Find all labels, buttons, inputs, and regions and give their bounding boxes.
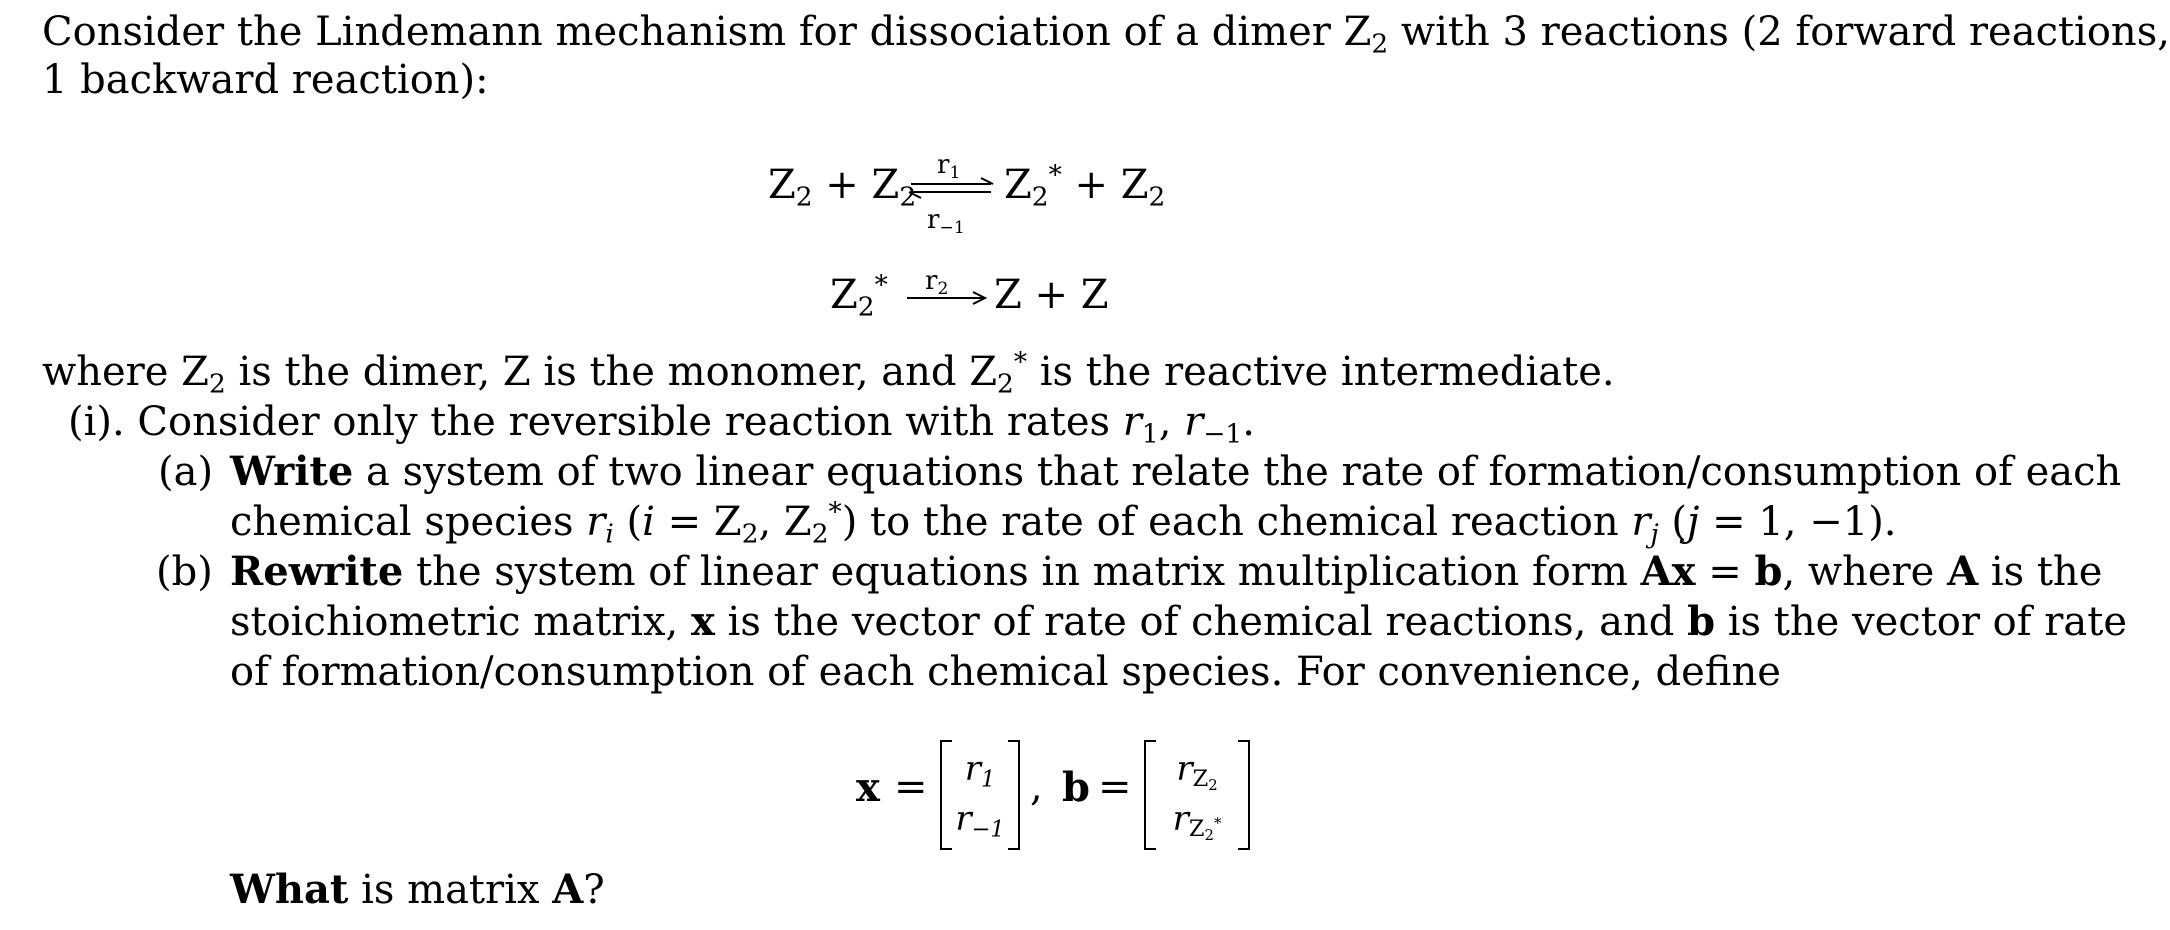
x-entry-2: $r_{-1}$ [955, 799, 1005, 843]
part-a-bold: Write [230, 448, 354, 495]
part-b-line-3: of formation/consumption of each chemical species. For convenience, define [230, 649, 1781, 695]
b-equals: = [1098, 764, 1132, 810]
part-b-bold: Rewrite [230, 548, 404, 595]
matrix-comma: , [1030, 764, 1043, 810]
x-vector [940, 740, 1020, 846]
part-b-label: (b) [156, 549, 213, 595]
reaction-2-left: $Z_2^*$ [830, 269, 888, 323]
intro-line-2: 1 backward reaction): [42, 57, 489, 103]
part-b-line-1: Rewrite the system of linear equations in matrix multiplication form Ax = b, where A is the [230, 548, 2103, 595]
part-i: (i). Consider only the reversible reaction with rates $r_1$, $r_{-1}$. [68, 399, 1255, 450]
x-equals: = [894, 764, 928, 810]
question-bold: What [230, 866, 349, 913]
part-a-line-2: chemical species $r_i$ ($i = Z_2$, $Z_2^*$) to the rate of each chemical reaction $r_j$ (j = 1, −1). [230, 496, 1897, 550]
reaction-1-left: $Z_2 + Z_2$ [768, 162, 917, 213]
part-b-line-2: stoichiometric matrix, x is the vector of rate of chemical reactions, and b is the vector of rate [230, 598, 2127, 645]
right-bracket-icon [1238, 740, 1250, 850]
reaction-2-rate: $r_2$ [925, 266, 949, 299]
b-vector [1144, 740, 1250, 846]
part-a-label: (a) [158, 449, 214, 495]
right-bracket-icon [1008, 740, 1020, 850]
x-entry-1: $r_1$ [964, 749, 996, 793]
forward-arrow-icon [905, 290, 987, 306]
question-line: What is matrix A? [230, 866, 605, 913]
reaction-1-right: $Z_2^* + Z_2$ [1004, 159, 1166, 213]
b-entry-1: $r_{Z_2}$ [1176, 749, 1218, 795]
part-i-label: (i). [68, 399, 125, 445]
part-a-line-1 [230, 448, 2121, 496]
reaction-1-backward-rate: $r_{-1}$ [927, 205, 965, 238]
equilibrium-arrow-icon [907, 178, 997, 202]
reaction-1-forward-rate: $r_1$ [937, 150, 961, 183]
x-vector-label: x [856, 764, 880, 811]
b-entry-2: $r_{Z_2^*}$ [1172, 799, 1222, 845]
part-a-line-1-text: a system of two linear equations that relate the rate of formation/consumption of each [353, 449, 2122, 495]
reaction-2-right: Z + Z [994, 272, 1109, 318]
definitions-line: where $Z_2$ is the dimer, Z is the monomer, and $Z_2^*$ is the reactive intermediate. [42, 346, 1615, 400]
b-vector-label: b [1062, 764, 1090, 811]
intro-line-1: Consider the Lindemann mechanism for dissociation of a dimer $Z_2$ with 3 reactions (2 forward reactions, [42, 9, 2170, 60]
